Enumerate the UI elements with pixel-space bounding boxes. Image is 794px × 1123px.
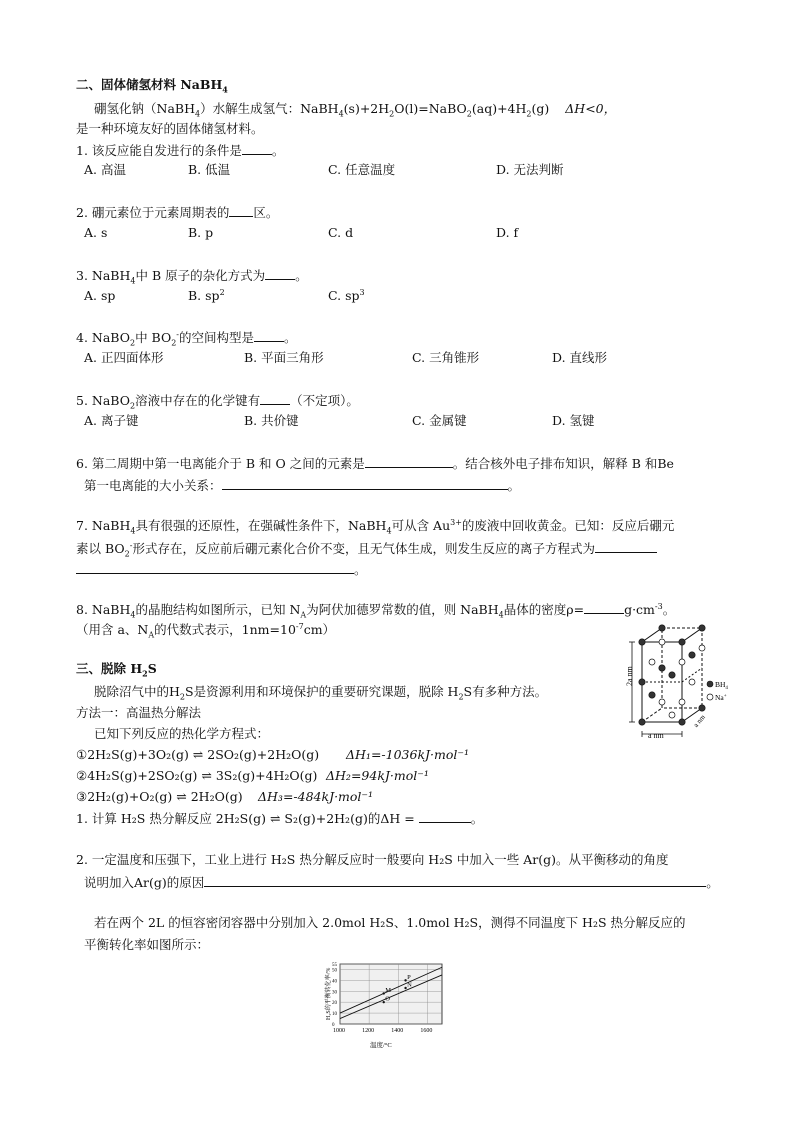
equation-3-dh: ΔH₃=-484kJ·mol⁻¹ [258, 789, 374, 804]
q5-option-d[interactable]: D. 氢键 [552, 413, 595, 428]
q2-option-d[interactable]: D. f [496, 225, 519, 240]
y-tick-label: 0 [332, 1023, 335, 1028]
q1-option-c[interactable]: C. 任意温度 [328, 162, 396, 177]
y-tick-label: 50 [332, 968, 337, 974]
sec3-q2-line-2: 说明加入Ar(g)的原因 。 [84, 875, 719, 890]
plot-area [340, 964, 442, 1024]
legend-bh4-marker [707, 681, 713, 687]
y-tick-label: 40 [332, 979, 337, 985]
sec3-q2-blank[interactable] [204, 874, 706, 887]
q2-blank[interactable] [229, 204, 253, 217]
section-3-title: 三、脱除 $H_2S$ [76, 661, 157, 679]
sec3-q2-line-1: 2. 一定温度和压强下，工业上进行 H₂S 热分解反应时一般要向 H₂S 中加入一些 Ar(g)。从平衡移动的角度 [76, 852, 669, 867]
equation-2: ②4H₂S(g)+2SO₂(g) ⇌ 3S₂(g)+4H₂O(g) [76, 768, 318, 783]
q6-blank-1[interactable] [365, 455, 453, 468]
point-label: N [407, 981, 412, 989]
q7-line-1: 7. NaBH$_4$具有很强的还原性，在强碱性条件下，NaBH$_4$可从含 $Au^{3+}$的废液中回收黄金。已知：反应后硼元 [76, 517, 675, 536]
sec3-q1: 1. 计算 H₂S 热分解反应 2H₂S(g) ⇌ S₂(g)+2H₂(g)的ΔH = 。 [76, 811, 484, 826]
q5-stem: 5. NaBO$_2$溶液中存在的化学键有 （不定项）。 [76, 393, 359, 411]
q4-option-c[interactable]: C. 三角锥形 [412, 350, 480, 365]
q4-stem: 4. NaBO$_2$中 $BO_2^-$的空间构型是 。 [76, 329, 297, 348]
point-label: M [385, 986, 391, 994]
x-axis-label: 温度/°C [370, 1042, 392, 1049]
q4-option-b[interactable]: B. 平面三角形 [244, 350, 324, 365]
equation-2-dh: ΔH₂=94kJ·mol⁻¹ [326, 768, 429, 783]
q8-line-2: （用含 a、$N_A$的代数式表示，$1nm=10^{-7}cm$） [76, 621, 336, 640]
q4-blank[interactable] [254, 329, 284, 342]
crystal-width-label: a nm [648, 731, 664, 740]
section-2-intro-2: 是一种环境友好的固体储氢材料。 [76, 121, 264, 136]
q7-blank-2[interactable] [76, 561, 354, 574]
crystal-height-label: 2a nm [625, 666, 634, 686]
point-label: P [407, 973, 411, 981]
q6-line-1: 6. 第二周期中第一电离能介于 B 和 O 之间的元素是 。结合核外电子排布知识，解释 B 和Be [76, 456, 674, 471]
q3-stem: 3. NaBH$_4$中 B 原子的杂化方式为 。 [76, 268, 308, 286]
y-axis-label: H₂S的平衡转化率/% [326, 967, 332, 1020]
q2-stem: 2. 硼元素位于元素周期表的 区。 [76, 205, 279, 220]
sec3-para-line-1: 若在两个 2L 的恒容密闭容器中分别加入 2.0mol H₂S、1.0mol H₂S，测得不同温度下 H₂S 热分解反应的 [94, 915, 686, 930]
q3-blank[interactable] [265, 267, 295, 280]
q1-blank[interactable] [242, 142, 272, 155]
known-equations-intro: 已知下列反应的热化学方程式： [94, 726, 270, 741]
q3-option-a[interactable]: A. sp [84, 288, 116, 303]
q5-option-c[interactable]: C. 金属键 [412, 413, 467, 428]
point-label: O [385, 995, 390, 1003]
q6-blank-2[interactable] [222, 477, 508, 490]
q3-option-c[interactable]: C. $sp^3$ [328, 287, 365, 303]
q6-line-2: 第一电离能的大小关系： 。 [84, 478, 521, 493]
q8-blank[interactable] [584, 601, 624, 614]
q7-line-3: 。 [76, 561, 367, 577]
q3-option-b[interactable]: B. $sp^2$ [188, 287, 225, 303]
q2-option-a[interactable]: A. s [84, 225, 108, 240]
q1-option-d[interactable]: D. 无法判断 [496, 162, 564, 177]
legend-na: Na+ [715, 693, 727, 702]
equation-3: ③2H₂(g)+O₂(g) ⇌ 2H₂O(g) [76, 789, 243, 804]
q7-blank-1[interactable] [595, 540, 657, 553]
crystal-depth-label: a nm [691, 713, 707, 729]
q5-option-b[interactable]: B. 共价键 [244, 413, 299, 428]
y-tick-label: 10 [332, 1012, 337, 1018]
y-tick-label: 30 [332, 990, 337, 996]
sec3-para-line-2: 平衡转化率如图所示： [84, 937, 210, 952]
x-tick-label: 1200 [362, 1028, 375, 1034]
q1-option-a[interactable]: A. 高温 [84, 162, 126, 177]
equation-1: ①2H₂S(g)+3O₂(g) ⇌ 2SO₂(g)+2H₂O(g) [76, 747, 320, 762]
y-tick-label: 20 [332, 1001, 337, 1007]
q7-line-2: 素以 $BO_2^-$形式存在，反应前后硼元素化合价不变，且无气体生成，则发生反应的离子方程式为 [76, 540, 657, 556]
method-one: 方法一：高温热分解法 [76, 705, 202, 720]
section-2-title: 二、固体储氢材料 NaBH$_4$ [76, 77, 228, 95]
x-tick-label: 1000 [333, 1028, 345, 1034]
q4-option-d[interactable]: D. 直线形 [552, 350, 608, 365]
sec3-q1-blank[interactable] [419, 810, 471, 823]
crystal-cell-figure [618, 622, 734, 742]
q2-option-b[interactable]: B. p [188, 225, 214, 240]
y-tick-label: 55 [332, 963, 337, 968]
section-2-intro: 硼氢化钠（NaBH$_4$）水解生成氢气：$NaBH_4(s)+2H_2O(l)=NaBO_2(aq)+4H_2(g)$ ΔH<0， [94, 101, 617, 119]
q5-blank[interactable] [260, 392, 290, 405]
q1-option-b[interactable]: B. 低温 [188, 162, 231, 177]
legend-na-marker [707, 694, 713, 700]
legend-bh4: $BH_4$ [715, 680, 728, 691]
q5-option-a[interactable]: A. 离子键 [84, 413, 139, 428]
q4-option-a[interactable]: A. 正四面体形 [84, 350, 164, 365]
equation-1-dh: ΔH₁=-1036kJ·mol⁻¹ [346, 747, 469, 762]
x-tick-label: 1600 [420, 1028, 433, 1034]
q1-stem: 1. 该反应能自发进行的条件是 。 [76, 143, 285, 158]
q2-option-c[interactable]: C. d [328, 225, 354, 240]
x-tick-label: 1400 [391, 1028, 404, 1034]
section-3-intro: 脱除沼气中的$H_2S$是资源利用和环境保护的重要研究课题，脱除 $H_2S$有多种方法。 [94, 684, 548, 702]
conversion-chart [318, 958, 448, 1050]
q8-line-1: 8. NaBH$_4$的晶胞结构如图所示，已知 $N_A$为阿伏加德罗常数的值，则 NaBH$_4$晶体的密度$\rho= g\cdot cm^{-3}$。 [76, 601, 676, 620]
